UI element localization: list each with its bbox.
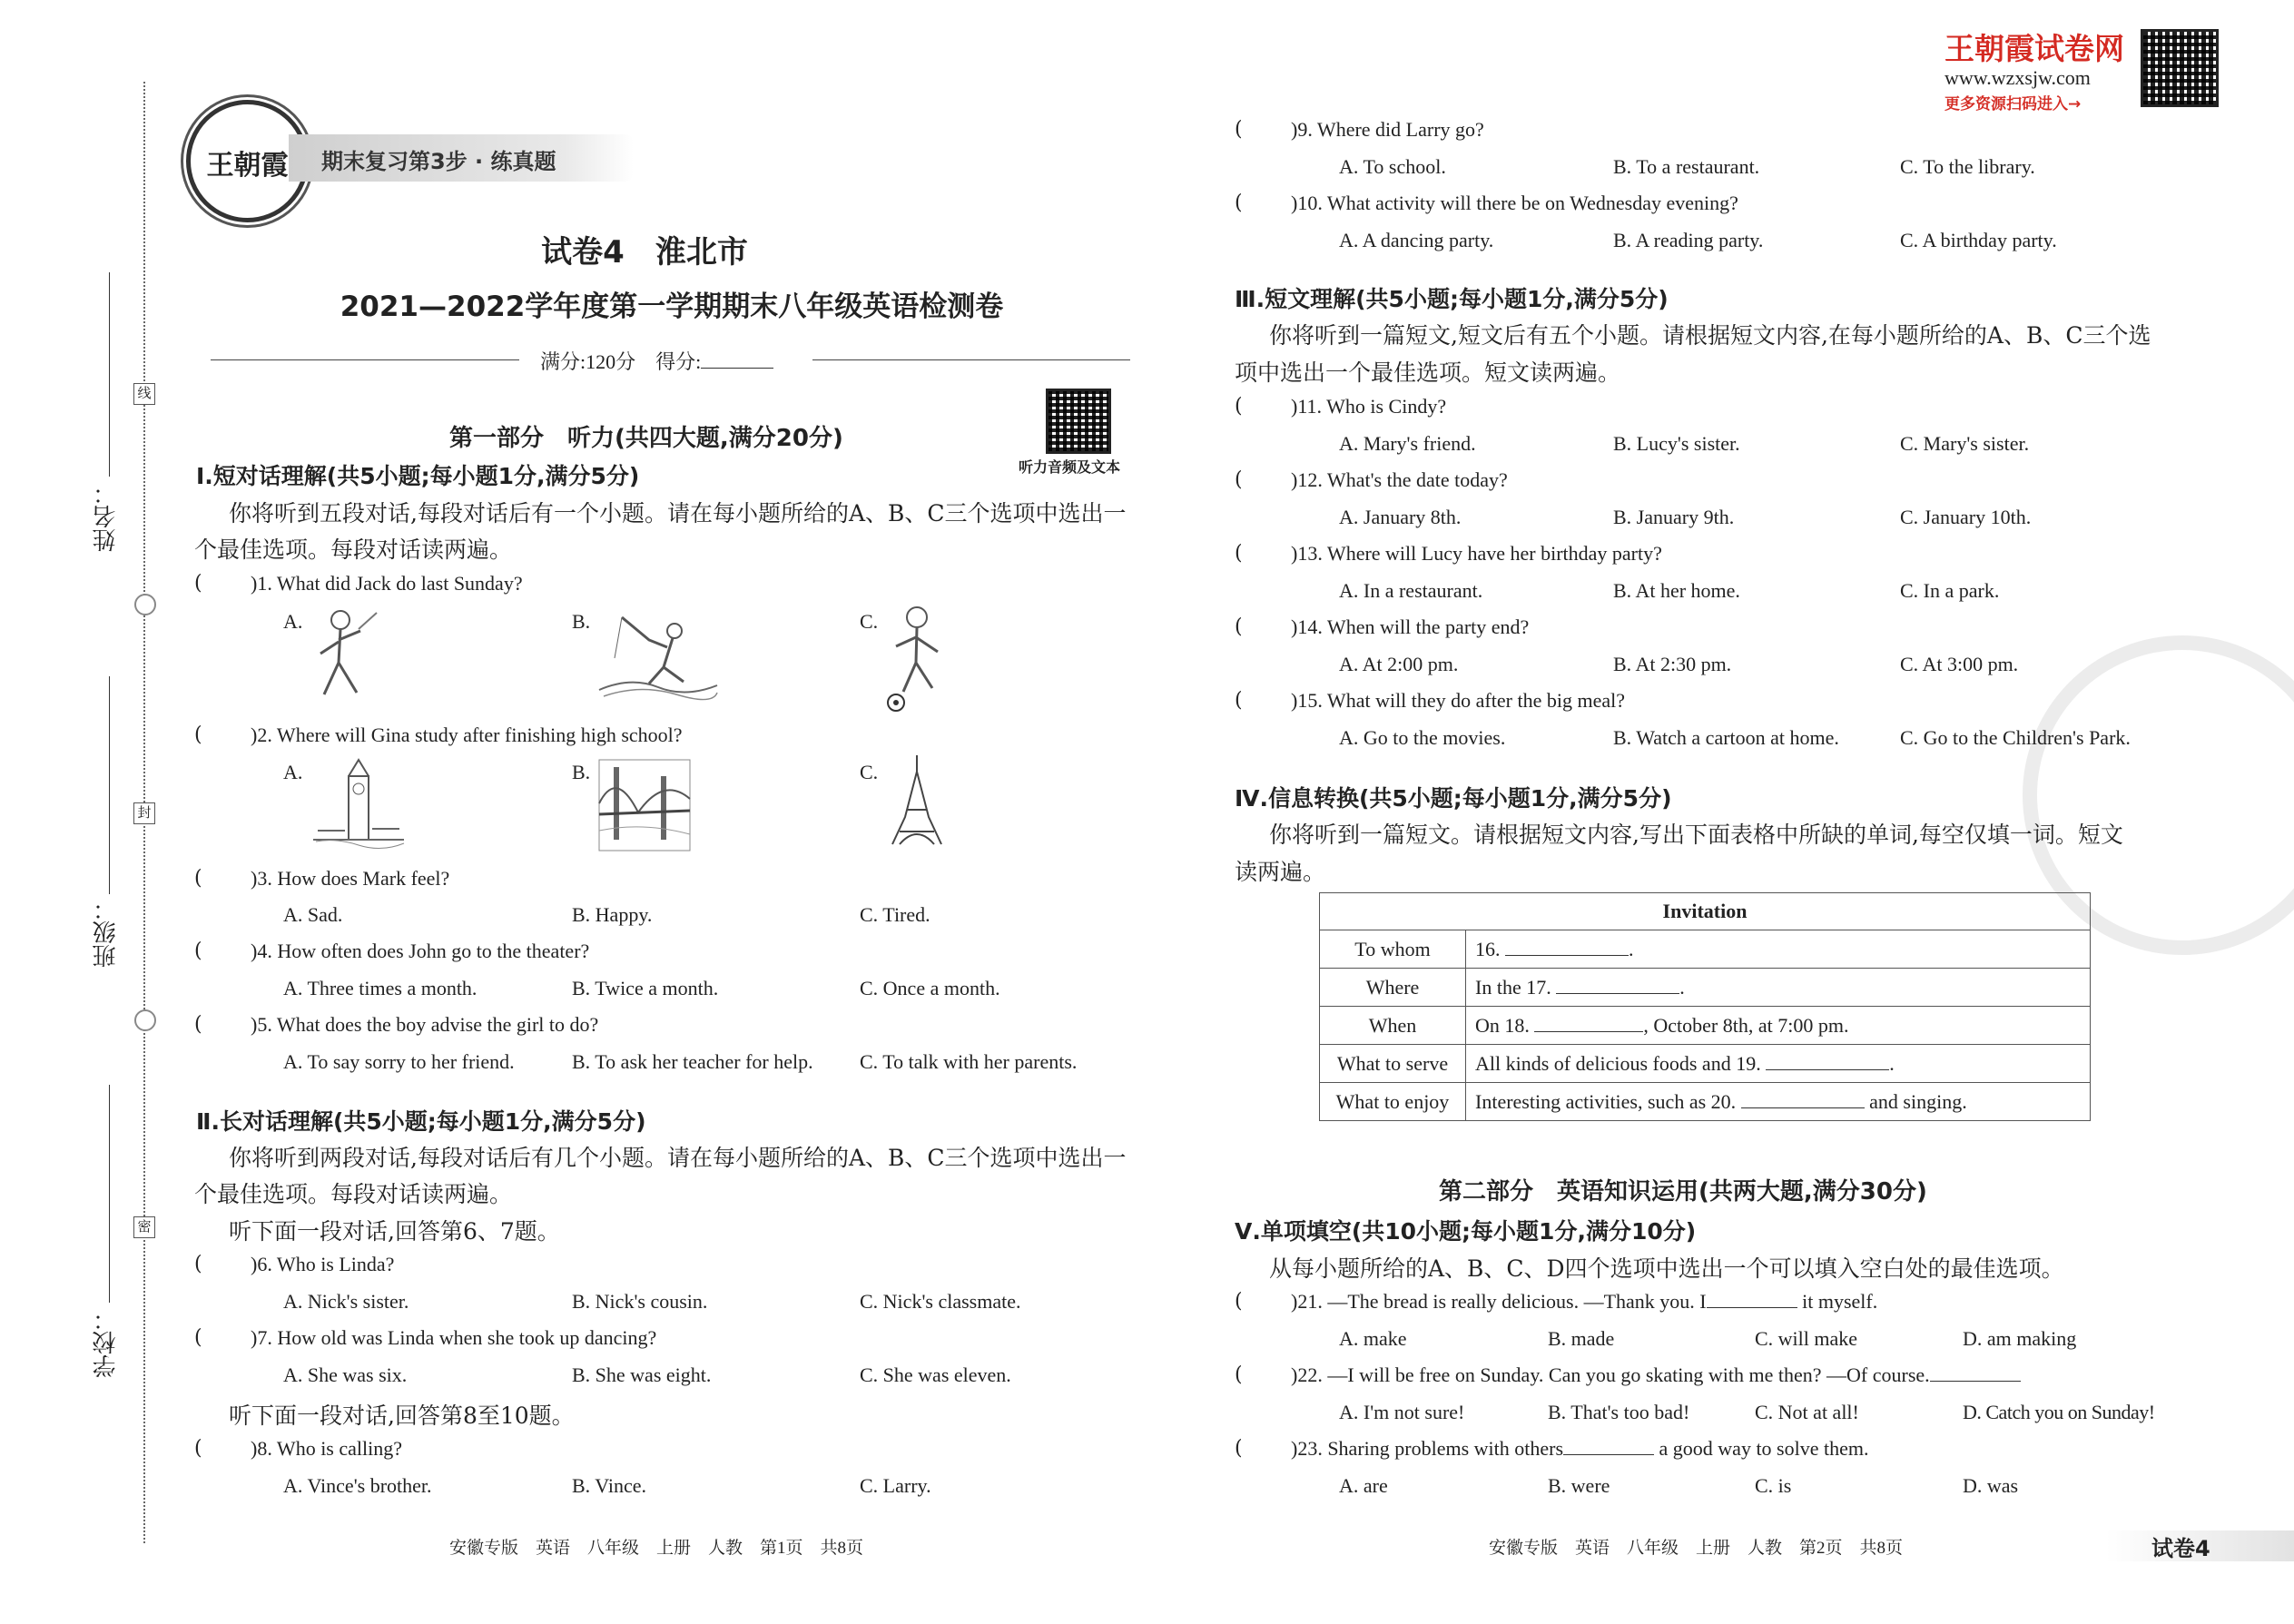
table-row	[1320, 969, 2091, 1007]
q21-blank[interactable]	[1707, 1307, 1797, 1308]
q15-stem: )15. What will they do after the big meal?	[1291, 689, 1625, 712]
table-pre: All kinds of delicious foods and 19.	[1475, 1051, 1767, 1075]
q1-option-a[interactable]: A.	[283, 610, 303, 633]
q13-option-c[interactable]: C. In a park.	[1900, 579, 2000, 602]
table-value	[1466, 930, 2091, 969]
q5-option-c[interactable]: C. To talk with her parents.	[860, 1050, 1078, 1073]
footer-left: 安徽专版 英语 八年级 上册 人教 第1页 共8页	[449, 1539, 864, 1558]
answer-paren-21[interactable]: (	[1235, 1290, 1243, 1313]
q6-stem: )6. Who is Linda?	[251, 1253, 395, 1275]
q22-option-b[interactable]: B. That's too bad!	[1548, 1401, 1690, 1423]
q23-option-d[interactable]: D. was	[1963, 1474, 2019, 1497]
sec3-instruction-2: 项中选出一个最佳选项。短文读两遍。	[1235, 359, 1621, 386]
q1-option-c[interactable]: C.	[860, 610, 879, 633]
q21-option-c[interactable]: C. will make	[1755, 1327, 1858, 1350]
brand-qr-code[interactable]	[2141, 29, 2219, 107]
class-field-line	[109, 676, 110, 894]
binding-mark-secret: 密	[133, 1216, 155, 1238]
q23-pre: )23. Sharing problems with others	[1291, 1437, 1564, 1460]
table-post: .	[1889, 1051, 1895, 1075]
q22-option-d[interactable]: D. Catch you on Sunday!	[1963, 1401, 2155, 1423]
answer-paren-1[interactable]: (	[194, 572, 202, 595]
table-label: Where	[1320, 969, 1466, 1007]
q23-stem	[1291, 1437, 1869, 1461]
answer-paren-9[interactable]: (	[1235, 118, 1243, 141]
table-label: When	[1320, 1007, 1466, 1045]
q12-option-b[interactable]: B. January 9th.	[1613, 506, 1735, 528]
q22-option-a[interactable]: A. I'm not sure!	[1339, 1401, 1465, 1423]
q4-option-a[interactable]: A. Three times a month.	[283, 977, 478, 999]
table-row	[1320, 1083, 2091, 1121]
q21-post: it myself.	[1797, 1290, 1878, 1313]
sec4-title: Ⅳ.信息转换(共5小题;每小题1分,满分5分)	[1235, 785, 1672, 812]
brand-slogan: 更多资源扫码进入→	[1944, 95, 2082, 113]
sec3-title: Ⅲ.短文理解(共5小题;每小题1分,满分5分)	[1235, 286, 1669, 312]
q2-stem: )2. Where will Gina study after finishing high school?	[251, 723, 683, 746]
invitation-table	[1319, 892, 2091, 1121]
q4-option-c[interactable]: C. Once a month.	[860, 977, 1000, 999]
q15-option-b[interactable]: B. Watch a cartoon at home.	[1613, 726, 1839, 749]
table-label: To whom	[1320, 930, 1466, 969]
q1-image-c-sketch[interactable]	[876, 601, 958, 714]
q8-stem: )8. Who is calling?	[251, 1437, 402, 1460]
sec2-instruction-2: 个最佳选项。每段对话读两遍。	[194, 1181, 513, 1207]
answer-paren-12[interactable]: (	[1235, 468, 1243, 491]
binding-margin	[36, 0, 163, 1624]
q11-option-c[interactable]: C. Mary's sister.	[1900, 432, 2030, 455]
q9-option-b[interactable]: B. To a restaurant.	[1613, 155, 1760, 178]
q22-pre: )22. —I will be free on Sunday. Can you go skating with me then? —Of course.	[1291, 1363, 1930, 1386]
q10-stem: )10. What activity will there be on Wednesday evening?	[1291, 192, 1738, 214]
q8-option-b[interactable]: B. Vince.	[572, 1474, 646, 1497]
q22-stem	[1291, 1363, 2021, 1387]
part1-heading: 第一部分 听力(共四大题,满分20分)	[449, 425, 843, 452]
q1-stem: )1. What did Jack do last Sunday?	[251, 572, 523, 595]
table-post: .	[1679, 975, 1685, 999]
sec2-title: Ⅱ.长对话理解(共5小题;每小题1分,满分5分)	[196, 1108, 646, 1135]
score-rule-left	[211, 359, 519, 360]
q4-option-b[interactable]: B. Twice a month.	[572, 977, 719, 999]
header-banner	[289, 134, 634, 182]
brand-block	[1941, 25, 2159, 113]
binding-mark-seal: 封	[133, 802, 155, 824]
score-line	[540, 347, 773, 375]
table-post: and singing.	[1864, 1089, 1967, 1113]
sec2-sub-instruction-2: 听下面一段对话,回答第8至10题。	[229, 1403, 575, 1429]
q7-option-b[interactable]: B. She was eight.	[572, 1363, 712, 1386]
table-value	[1466, 1007, 2091, 1045]
q14-option-c[interactable]: C. At 3:00 pm.	[1900, 653, 2019, 675]
exam-title: 试卷4 淮北市	[541, 234, 748, 271]
q8-option-a[interactable]: A. Vince's brother.	[283, 1474, 432, 1497]
binding-hole-1	[134, 594, 156, 615]
sec4-instruction-2: 读两遍。	[1235, 859, 1326, 885]
q3-option-c[interactable]: C. Tired.	[860, 903, 930, 926]
q23-option-a[interactable]: A. are	[1339, 1474, 1388, 1497]
q8-option-c[interactable]: C. Larry.	[860, 1474, 931, 1497]
q10-option-a[interactable]: A. A dancing party.	[1339, 229, 1494, 251]
q6-option-c[interactable]: C. Nick's classmate.	[860, 1290, 1021, 1313]
q2-image-c-sketch[interactable]	[885, 753, 949, 849]
q3-option-a[interactable]: A. Sad.	[283, 903, 343, 926]
q11-stem: )11. Who is Cindy?	[1291, 395, 1447, 418]
q23-option-b[interactable]: B. were	[1548, 1474, 1610, 1497]
sec2-sub-instruction-1: 听下面一段对话,回答第6、7题。	[229, 1218, 560, 1245]
blank-17[interactable]	[1556, 993, 1679, 994]
footer-right: 安徽专版 英语 八年级 上册 人教 第2页 共8页	[1489, 1539, 1904, 1558]
exam-subtitle: 2021—2022学年度第一学期期末八年级英语检测卷	[340, 290, 1004, 323]
q5-option-b[interactable]: B. To ask her teacher for help.	[572, 1050, 813, 1073]
q6-option-b[interactable]: B. Nick's cousin.	[572, 1290, 708, 1313]
logo-text: 王朝霞	[206, 150, 289, 182]
table-title: Invitation	[1320, 893, 2091, 930]
q9-option-c[interactable]: C. To the library.	[1900, 155, 2035, 178]
q12-stem: )12. What's the date today?	[1291, 468, 1508, 491]
blank-20[interactable]	[1741, 1107, 1865, 1108]
answer-paren-3[interactable]: (	[194, 867, 202, 890]
q2-image-a-sketch[interactable]	[309, 758, 409, 853]
table-label: What to enjoy	[1320, 1083, 1466, 1121]
sec1-title: Ⅰ.短对话理解(共5小题;每小题1分,满分5分)	[196, 463, 640, 489]
binding-hole-2	[134, 1009, 156, 1031]
brand-name: 王朝霞试卷网	[1944, 31, 2124, 66]
q2-option-c[interactable]: C.	[860, 761, 879, 783]
q7-option-a[interactable]: A. She was six.	[283, 1363, 408, 1386]
sec1-instruction-1: 你将听到五段对话,每段对话后有一个小题。请在每小题所给的A、B、C三个选项中选出一	[229, 500, 1127, 527]
q13-option-b[interactable]: B. At her home.	[1613, 579, 1740, 602]
sec2-instruction-1: 你将听到两段对话,每段对话后有几个小题。请在每小题所给的A、B、C三个选项中选出一	[229, 1145, 1127, 1171]
binding-mark-line: 线	[133, 383, 155, 405]
score-blank[interactable]	[701, 368, 773, 369]
q3-stem: )3. How does Mark feel?	[251, 867, 450, 890]
q1-image-b-sketch[interactable]	[595, 604, 722, 704]
sec5-title: Ⅴ.单项填空(共10小题;每小题1分,满分10分)	[1235, 1218, 1697, 1245]
blank-16[interactable]	[1505, 955, 1629, 956]
table-value	[1466, 969, 2091, 1007]
answer-paren-14[interactable]: (	[1235, 615, 1243, 638]
q15-option-a[interactable]: A. Go to the movies.	[1339, 726, 1506, 749]
q21-option-b[interactable]: B. made	[1548, 1327, 1615, 1350]
q21-stem	[1291, 1290, 1877, 1314]
q21-option-d[interactable]: D. am making	[1963, 1327, 2077, 1350]
school-label: 学校：	[93, 1307, 120, 1378]
q23-post: a good way to solve them.	[1654, 1437, 1869, 1460]
q7-option-c[interactable]: C. She was eleven.	[860, 1363, 1011, 1386]
q22-blank[interactable]	[1930, 1381, 2021, 1382]
table-pre: Interesting activities, such as 20.	[1475, 1089, 1741, 1113]
sec5-instruction: 从每小题所给的A、B、C、D四个选项中选出一个可以填入空白处的最佳选项。	[1269, 1255, 2064, 1282]
table-pre: On 18.	[1475, 1013, 1535, 1037]
q21-option-a[interactable]: A. make	[1339, 1327, 1407, 1350]
q13-stem: )13. Where will Lucy have her birthday party?	[1291, 542, 1662, 565]
score-label: 满分:120分 得分:	[540, 350, 702, 373]
footer-tag: 试卷4	[2151, 1536, 2210, 1561]
q3-option-b[interactable]: B. Happy.	[572, 903, 653, 926]
table-label: What to serve	[1320, 1045, 1466, 1083]
answer-paren-22[interactable]: (	[1235, 1363, 1243, 1386]
q23-option-c[interactable]: C. is	[1755, 1474, 1792, 1497]
q13-option-a[interactable]: A. In a restaurant.	[1339, 579, 1483, 602]
q14-option-b[interactable]: B. At 2:30 pm.	[1613, 653, 1732, 675]
class-label: 班级：	[93, 897, 120, 968]
table-row	[1320, 1045, 2091, 1083]
q6-option-a[interactable]: A. Nick's sister.	[283, 1290, 409, 1313]
answer-paren-7[interactable]: (	[194, 1326, 202, 1349]
table-post: .	[1629, 937, 1634, 960]
table-pre: In the 17.	[1475, 975, 1557, 999]
answer-paren-15[interactable]: (	[1235, 689, 1243, 712]
answer-paren-13[interactable]: (	[1235, 542, 1243, 565]
q1-image-a-sketch[interactable]	[304, 604, 386, 704]
answer-paren-10[interactable]: (	[1235, 192, 1243, 214]
answer-paren-4[interactable]: (	[194, 940, 202, 962]
table-post: , October 8th, at 7:00 pm.	[1643, 1013, 1849, 1037]
q12-option-a[interactable]: A. January 8th.	[1339, 506, 1462, 528]
q5-option-a[interactable]: A. To say sorry to her friend.	[283, 1050, 515, 1073]
sec4-instruction-1: 你将听到一篇短文。请根据短文内容,写出下面表格中所缺的单词,每空仅填一词。短文	[1269, 822, 2123, 848]
answer-paren-23[interactable]: (	[1235, 1437, 1243, 1460]
name-field-line	[109, 272, 110, 477]
q9-stem: )9. Where did Larry go?	[1291, 118, 1484, 141]
school-field-line	[109, 1085, 110, 1303]
table-pre: 16.	[1475, 937, 1505, 960]
q21-pre: )21. —The bread is really delicious. —Thank you. I	[1291, 1290, 1707, 1313]
q11-option-b[interactable]: B. Lucy's sister.	[1613, 432, 1740, 455]
q14-stem: )14. When will the party end?	[1291, 615, 1530, 638]
table-row	[1320, 1007, 2091, 1045]
q2-image-b-sketch[interactable]	[597, 758, 693, 853]
table-title-row	[1320, 893, 2091, 930]
q4-stem: )4. How often does John go to the theater?	[251, 940, 590, 962]
blank-19[interactable]	[1766, 1069, 1889, 1070]
blank-18[interactable]	[1534, 1031, 1643, 1032]
table-row	[1320, 930, 2091, 969]
q7-stem: )7. How old was Linda when she took up dancing?	[251, 1326, 657, 1349]
q10-option-b[interactable]: B. A reading party.	[1613, 229, 1764, 251]
q22-option-c[interactable]: C. Not at all!	[1755, 1401, 1859, 1423]
listening-qr-code[interactable]	[1046, 389, 1111, 454]
answer-paren-8[interactable]: (	[194, 1437, 202, 1460]
answer-paren-6[interactable]: (	[194, 1253, 202, 1275]
q2-option-a[interactable]: A.	[283, 761, 303, 783]
q11-option-a[interactable]: A. Mary's friend.	[1339, 432, 1476, 455]
q5-stem: )5. What does the boy advise the girl to do?	[251, 1013, 599, 1036]
q2-option-b[interactable]: B.	[572, 761, 591, 783]
qr-label: 听力音频及文本	[1019, 458, 1121, 476]
table-value	[1466, 1083, 2091, 1121]
answer-paren-5[interactable]: (	[194, 1013, 202, 1036]
brand-url: www.wzxsjw.com	[1944, 66, 2091, 89]
q14-option-a[interactable]: A. At 2:00 pm.	[1339, 653, 1459, 675]
sec3-instruction-1: 你将听到一篇短文,短文后有五个小题。请根据短文内容,在每小题所给的A、B、C三个选	[1269, 322, 2151, 349]
answer-paren-11[interactable]: (	[1235, 395, 1243, 418]
q23-blank[interactable]	[1563, 1454, 1654, 1455]
banner-text: 期末复习第3步 · 练真题	[321, 149, 556, 174]
name-label: 姓名：	[93, 481, 120, 552]
q15-option-c[interactable]: C. Go to the Children's Park.	[1900, 726, 2131, 749]
q1-option-b[interactable]: B.	[572, 610, 591, 633]
table-value	[1466, 1045, 2091, 1083]
score-rule-right	[812, 359, 1130, 360]
q9-option-a[interactable]: A. To school.	[1339, 155, 1446, 178]
q10-option-c[interactable]: C. A birthday party.	[1900, 229, 2057, 251]
q12-option-c[interactable]: C. January 10th.	[1900, 506, 2032, 528]
answer-paren-2[interactable]: (	[194, 723, 202, 746]
part2-heading: 第二部分 英语知识运用(共两大题,满分30分)	[1439, 1178, 1927, 1206]
sec1-instruction-2: 个最佳选项。每段对话读两遍。	[194, 536, 513, 563]
